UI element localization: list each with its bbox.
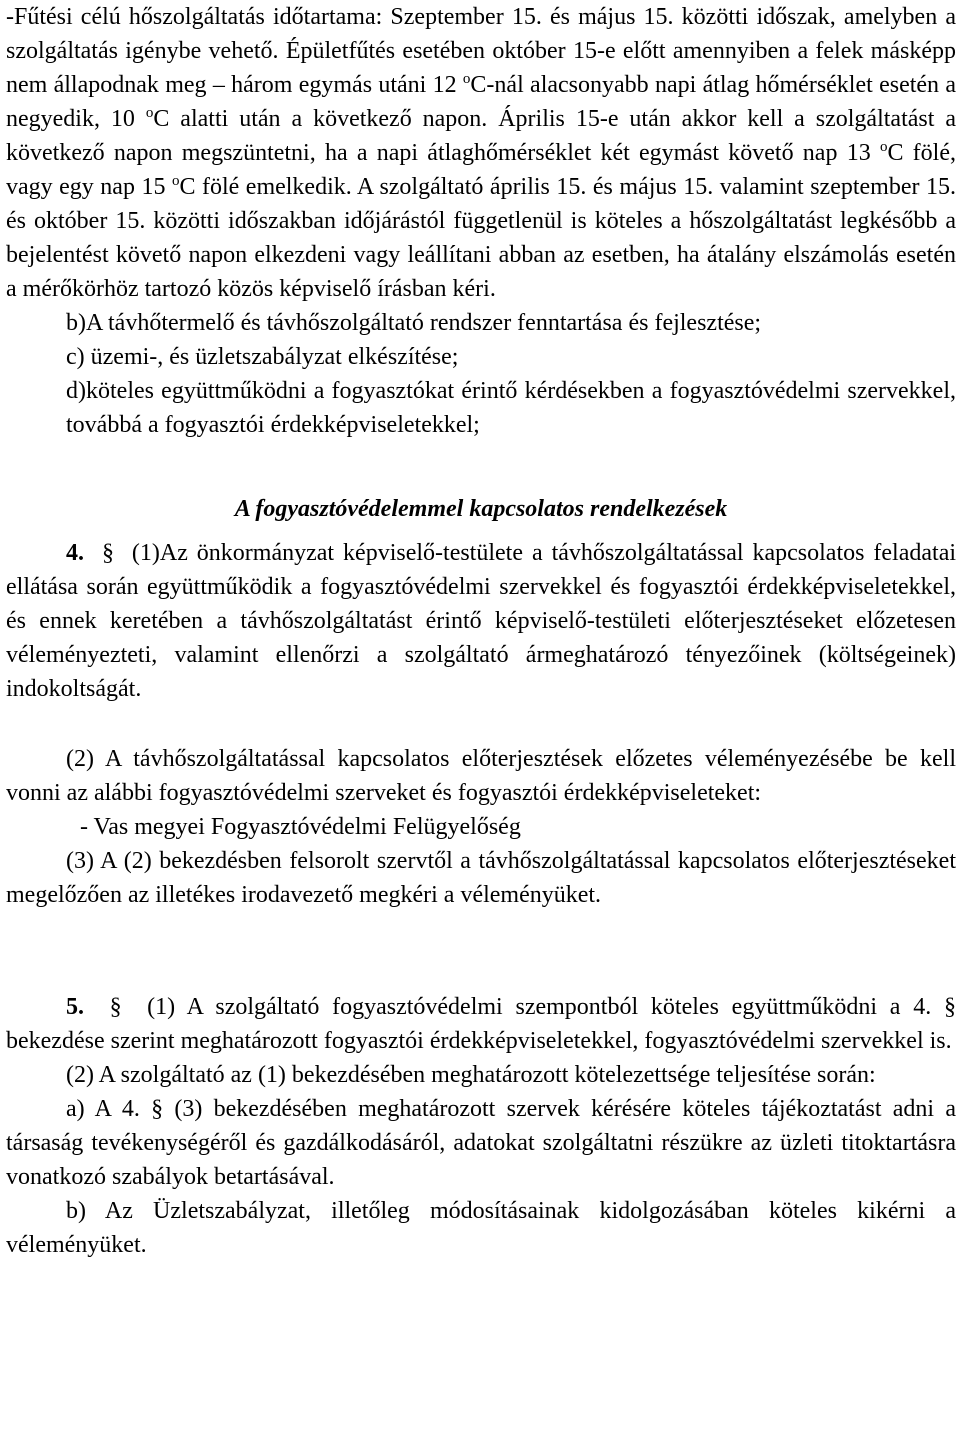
list-item-c: c) üzemi-, és üzletszabályzat elkészítése; — [66, 344, 459, 370]
section-heading: A fogyasztóvédelemmel kapcsolatos rendelkezések — [234, 496, 728, 522]
section-sign: § — [109, 994, 122, 1020]
section-4-paragraph-2: (2) A távhőszolgáltatással kapcsolatos előterjesztések előzetes véleményezésébe be kell vonni az alábbi fogyasztóvédelmi szerveket és fogyasztói érdekképviseleteket: — [6, 746, 956, 806]
section-5-paragraph-2: (2) A szolgáltató az (1) bekezdésében meghatározott kötelezettsége teljesítése során: — [66, 1062, 876, 1088]
consumer-authority-item: - Vas megyei Fogyasztóvédelmi Felügyelőség — [80, 814, 521, 840]
list-item-b: b)A távhőtermelő és távhőszolgáltató rendszer fenntartása és fejlesztése; — [66, 310, 762, 336]
section-5-item-a: a) A 4. § (3) bekezdésében meghatározott szervek kérésére köteles tájékoztatást adni a társaság tevékenységéről és gazdálkodásáról, adatokat szolgáltatni részükre az üzleti titoktartásra vonatkozó szabályok betartásával. — [6, 1096, 956, 1190]
section-4-paragraph-1: 4. § (1)Az önkormányzat képviselő-testülete a távhőszolgáltatással kapcsolatos feladatai ellátása során együttműködik a fogyasztóvédelmi szervekkel és fogyasztói érdekképviseletekkel, és ennek keretében a távhőszolgáltatást érintő képviselő-testületi előterjesztéseket előzetesen véleményezteti, valamint ellenőrzi a szolgáltató ármeghatározó tényezőinek (költségeinek) indokoltságát. — [6, 540, 957, 702]
degree-sign: o — [879, 139, 888, 155]
section-number: 4. — [66, 540, 84, 566]
list-item-d: d)köteles együttműködni a fogyasztókat érintő kérdésekben a fogyasztóvédelmi szervekkel, továbbá a fogyasztói érdekképviseletekkel; — [66, 378, 956, 438]
section-5-paragraph-1: 5. § (1) A szolgáltató fogyasztóvédelmi szempontból köteles együttműködni a 4. § bekezdése szerint meghatározott fogyasztói érdekképviseletekkel, fogyasztóvédelmi szervekkel is. — [6, 994, 957, 1054]
heating-period-paragraph: -Fűtési célú hőszolgáltatás időtartama: Szeptember 15. és május 15. közötti időszak, amelyben a szolgáltatás igénybe vehető. Épületfűtés esetében október 15-e előtt amennyiben a felek másképp nem állapodnak meg – három egymás utáni 12 $^o$C-nál alacsonyabb napi átlag hőmérséklet esetén a negyedik, 10 $^o$C alatti után a következő napon. Április 15-e után akkor kell a szolgáltatást a következő napon megszüntetni, ha a napi átlaghőmérséklet két egymást követő nap 13 $^o$C fölé, vagy egy nap 15 $^o$C fölé emelkedik. A szolgáltató április 15. és május 15. valamint szeptember 15. és október 15. közötti időszakban időjárástól függetlenül is köteles a hőszolgáltatást legkésőbb a bejelentést követő napon elkezdeni vagy leállítani abban az esetben, ha átalány elszámolás esetén a mérőkörhöz tartozó közös képviselő írásban kéri. — [6, 4, 957, 302]
degree-sign: o — [171, 173, 180, 189]
section-4-paragraph-3: (3) A (2) bekezdésben felsorolt szervtől a távhőszolgáltatással kapcsolatos előterjesztéseket megelőzően az illetékes irodavezető megkéri a véleményüket. — [6, 848, 956, 908]
section-number: 5. — [66, 994, 84, 1020]
section-5-item-b: b) Az Üzletszabályzat, illetőleg módosításainak kidolgozásában köteles kikérni a véleményüket. — [6, 1198, 956, 1258]
section-sign: § — [101, 540, 114, 566]
document-page — [6, 0, 956, 1262]
degree-sign: o — [145, 105, 154, 121]
degree-sign: o — [462, 71, 471, 87]
